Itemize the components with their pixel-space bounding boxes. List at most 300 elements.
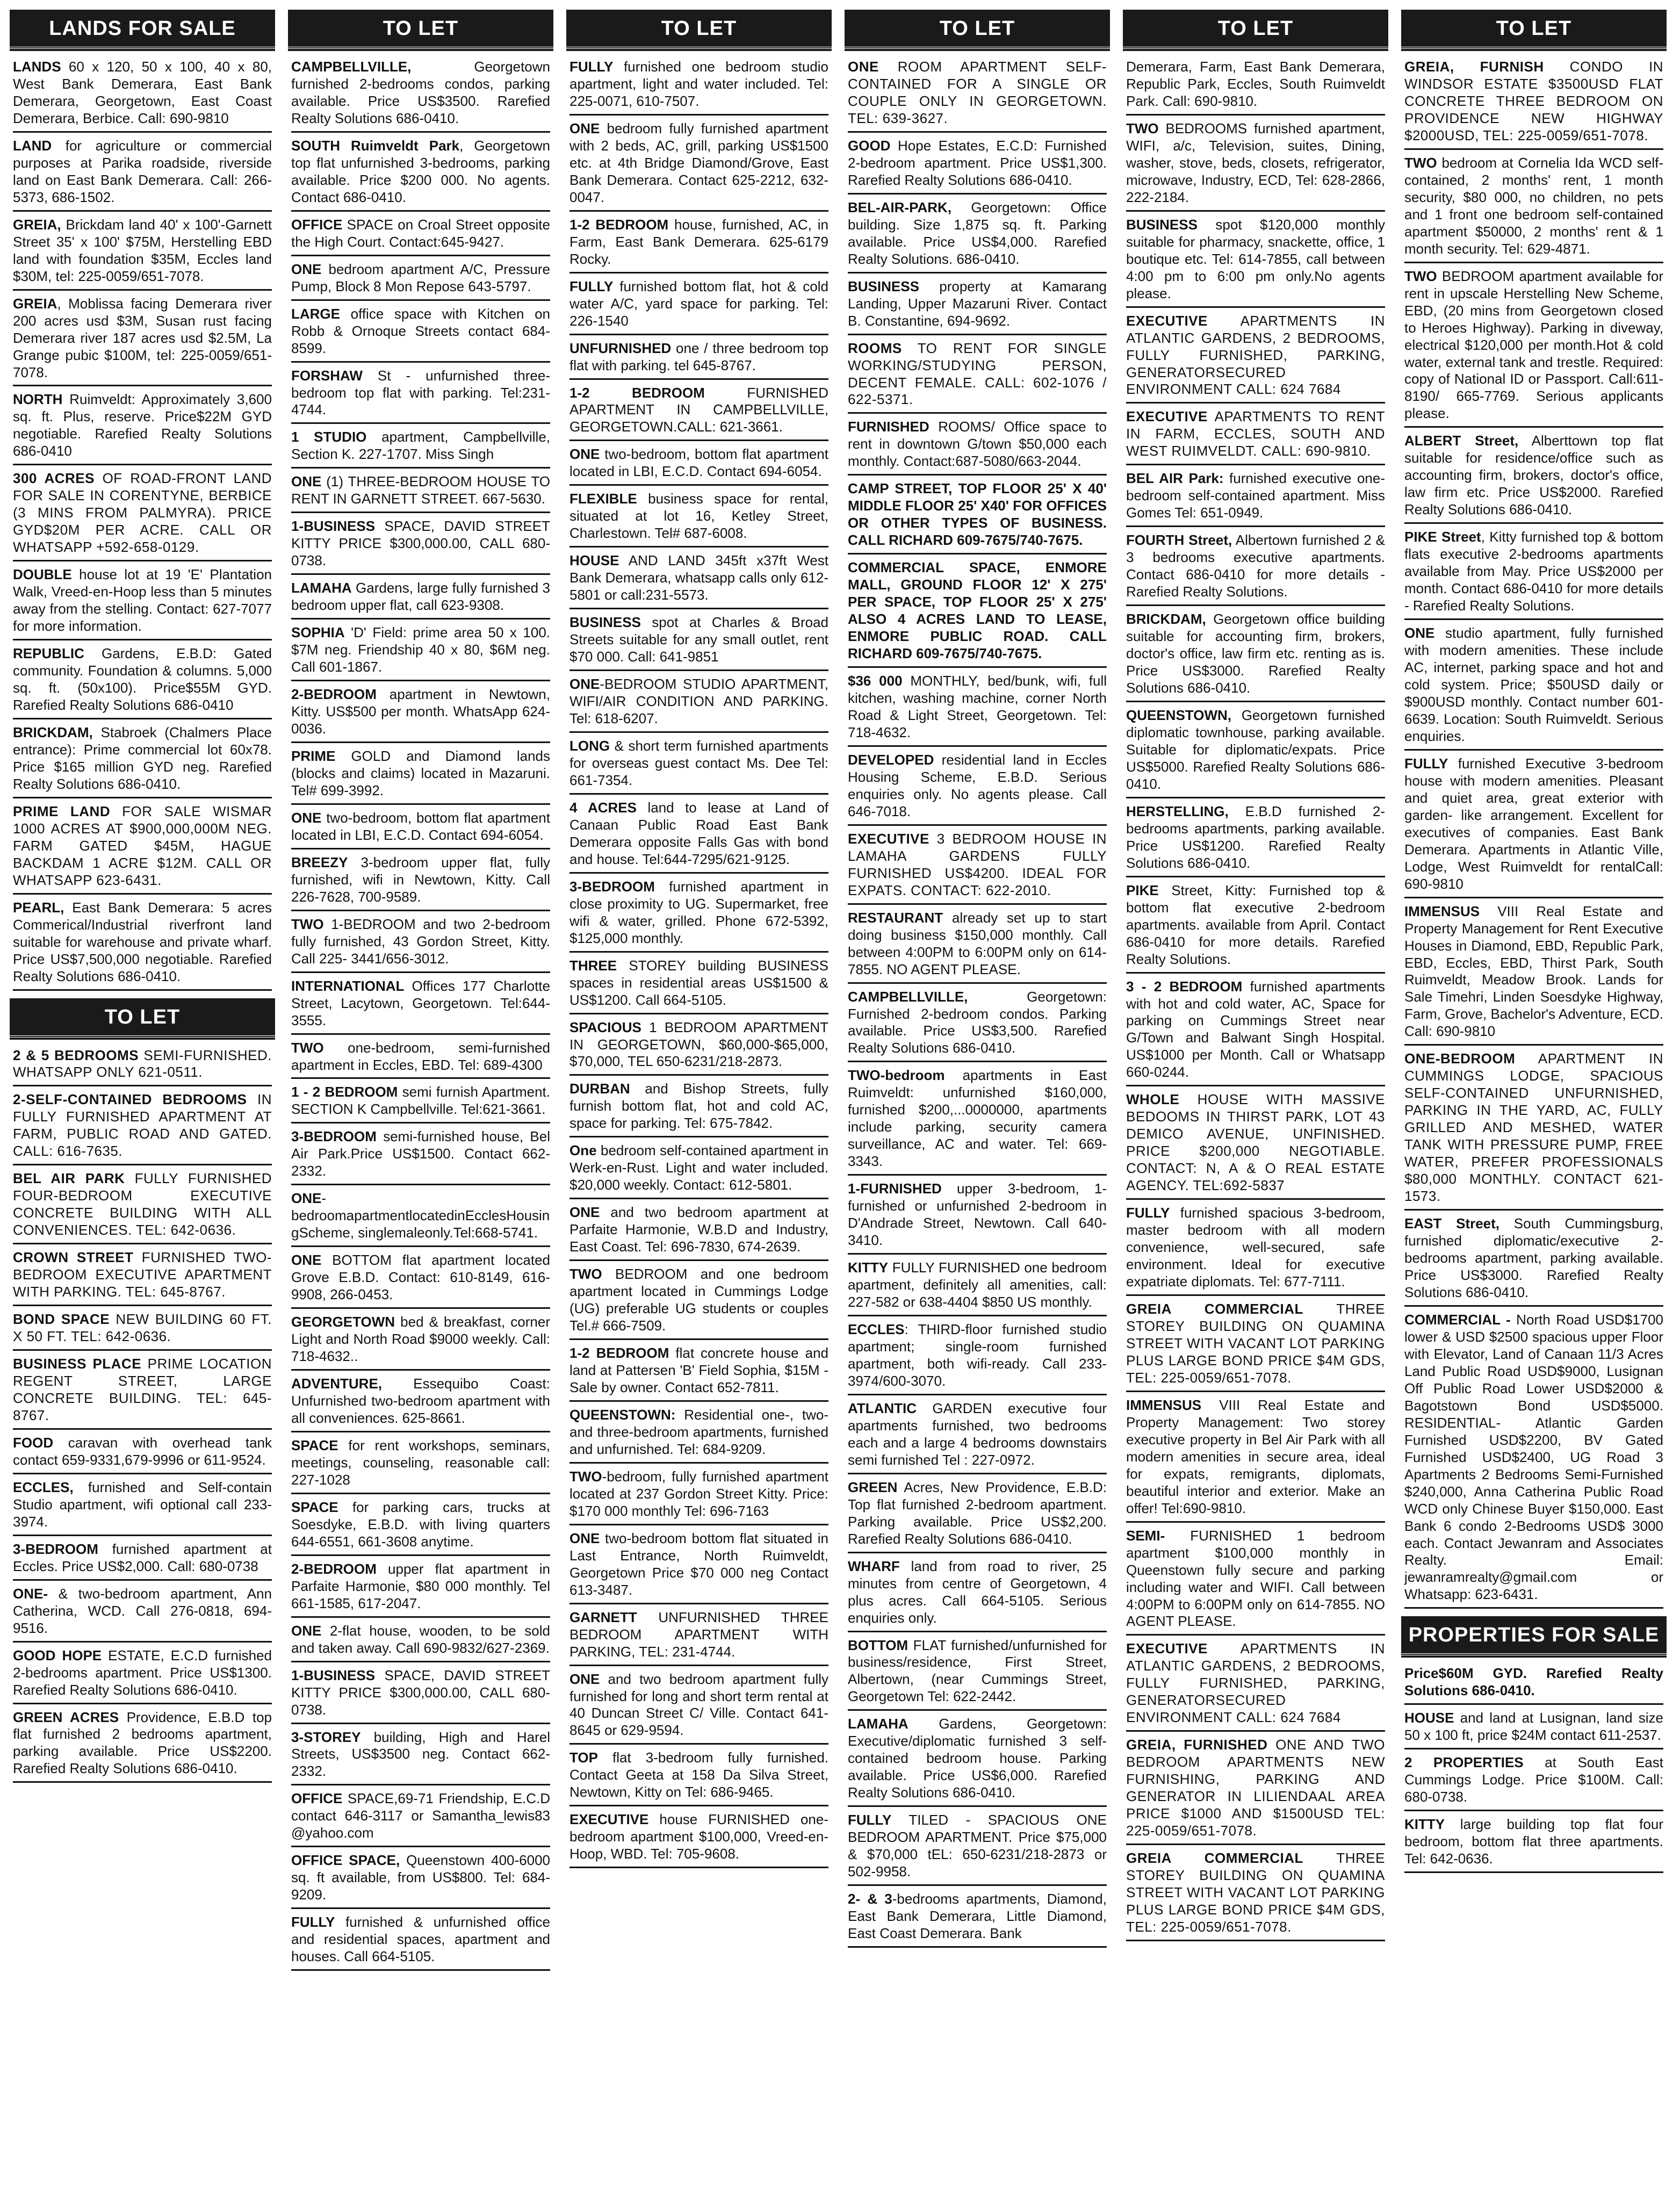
ad-lead-text: COMMERCIAL SPACE, ENMORE MALL, GROUND FLOOR 12' X 275' PER SPACE, TOP FLOOR 25' X 275' ALSO 4 ACRES LAND TO LEASE, ENMORE PUBLIC ROAD. CALL RICHARD 609-7675/740-7675. xyxy=(848,559,1107,662)
ad-lead-text: ROOMS xyxy=(848,340,902,356)
ad-body-text: and two bedroom apartment fully furnished for long and short term rental at 40 Duncan Street C/ Ville. Contact 641-8645 or 629-9594. xyxy=(569,1670,828,1739)
ad-lead-text: EAST Street, xyxy=(1404,1215,1500,1232)
ad-body-text: CONDO IN WINDSOR ESTATE $3500USD FLAT CONCRETE THREE BEDROOM ON PROVIDENCE NEW HIGHWAY $2000USD, TEL: 225-0059/651-7078. xyxy=(1404,59,1663,143)
classified-ad xyxy=(1126,976,1385,1087)
classified-ad xyxy=(1126,1299,1385,1392)
ad-lead-text: ONE xyxy=(848,59,879,75)
ad-body-text: HOUSE WITH MASSIVE BEDOOMS IN THIRST PARK, LOT 43 DEMICO AVENUE, UNFINISHED. PRICE $200,000 NEGOTIABLE. CONTACT: N, A & O REAL ESTATE AGENCY. TEL:692-5837 xyxy=(1126,1091,1385,1194)
ad-lead-text: FLEXIBLE xyxy=(569,491,637,507)
ad-lead-text: LAMAHA xyxy=(848,1716,909,1732)
classified-ad xyxy=(1404,1814,1663,1873)
classified-ad xyxy=(569,383,828,442)
ad-lead-text: GREIA COMMERCIAL xyxy=(1126,1850,1303,1867)
classified-ad xyxy=(569,1607,828,1666)
ad-lead-text: 1-2 BEDROOM xyxy=(569,1345,669,1362)
ad-body-text: FULLY FURNISHED one bedroom apartment, definitely all amenities, call: 227-582 or 638-4404 $850 US monthly. xyxy=(848,1259,1107,1310)
ad-lead-text: SEMI- xyxy=(1126,1527,1165,1544)
classified-ad xyxy=(291,1727,550,1786)
classified-ad xyxy=(848,338,1107,414)
classified-ad xyxy=(848,986,1107,1063)
classified-ad xyxy=(848,1810,1107,1886)
ad-lead-text: LAMAHA xyxy=(291,580,352,596)
ad-body-text: BEDROOMS furnished apartment, WIFI, a/c, Television, suites, Dining, washer, stove, beds, closets, refrigerator, microwave, Industry, ECD, Tel: 628-2866, 222-2184. xyxy=(1126,120,1385,205)
classified-ad xyxy=(569,1466,828,1525)
ad-lead-text: QUEENSTOWN, xyxy=(1126,707,1231,723)
ad-lead-text: 2 & 5 BEDROOMS xyxy=(13,1047,139,1063)
classified-ad xyxy=(13,135,272,212)
ad-body-text: St - unfurnished three-bedroom top flat with parking. Tel:231-4744. xyxy=(291,367,550,418)
ad-body-text: East Bank Demerara: 5 acres Commerical/Industrial riverfront land suitable for warehouse and private wharf. Price US$7,500,000 negotiable. Rarefied Realty Solutions 686-0410. xyxy=(13,899,272,984)
ad-body-text: flat concrete house and land at Pattersen 'B' Field Sophia, $15M - Sale by owner. Contact 652-7811. xyxy=(569,1345,828,1395)
ad-lead-text: EXECUTIVE xyxy=(848,830,929,847)
ad-lead-text: BUSINESS PLACE xyxy=(13,1356,142,1372)
ad-body-text: : THIRD-floor furnished studio apartment; single-room furnished apartment, both wifi-ready. Call 233-3974/600-3070. xyxy=(848,1321,1107,1389)
ad-body-text: FOR SALE WISMAR 1000 ACRES AT $900,000,000M NEG. FARM GATED $45M, HAGUE BACKDAM 1 ACRE $12M. CALL OR WHATSAPP 623-6431. xyxy=(13,803,272,888)
ad-body-text: upper flat apartment in Parfaite Harmonie, $80 000 monthly. Tel 661-1585, 617-2047. xyxy=(291,1560,550,1611)
ad-lead-text: NORTH xyxy=(13,391,63,408)
classified-ad xyxy=(291,135,550,212)
classified-ad xyxy=(13,214,272,291)
classified-ad xyxy=(569,1202,828,1261)
ad-body-text: upper 3-bedroom, 1-furnished or unfurnished 2-bedroom in D'Andrade Street, Newtown. Call 640-3410. xyxy=(848,1180,1107,1249)
classified-ad xyxy=(1126,609,1385,702)
classified-ad xyxy=(848,1178,1107,1255)
ad-body-text: apartments in East Ruimveldt: unfurnished $160,000, furnished $200,...0000000, apartments include parking, security camera surveillance, AC and water. Tel: 669-3343. xyxy=(848,1067,1107,1170)
classified-ad xyxy=(291,746,550,805)
ad-body-text: MONTHLY, bed/bunk, wifi, full kitchen, washing machine, corner North Road & Light Street, Georgetown. Tel: 718-4632. xyxy=(848,673,1107,740)
classified-ad xyxy=(848,1319,1107,1395)
ad-lead-text: 2 PROPERTIES xyxy=(1404,1754,1524,1771)
classified-ad xyxy=(848,908,1107,984)
ad-lead-text: FOOD xyxy=(13,1434,54,1451)
ad-lead-text: SPACE xyxy=(291,1499,338,1515)
ad-body-text: residential land in Eccles Housing Scheme, E.B.D. Serious enquiries only. No agents please. Call 646-7018. xyxy=(848,751,1107,819)
ad-lead-text: BOND SPACE xyxy=(13,1311,110,1328)
ad-lead-text: BOTTOM xyxy=(848,1637,909,1653)
ad-list xyxy=(1401,56,1667,1609)
ad-lead-text: GREIA, FURNISH xyxy=(1404,59,1544,75)
section-header-to-let: TO LET xyxy=(1123,10,1388,49)
ad-lead-text: FULLY xyxy=(569,278,614,294)
ad-lead-text: COMMERCIAL - xyxy=(1404,1311,1511,1328)
classified-ad xyxy=(13,1432,272,1474)
classified-ad xyxy=(848,276,1107,335)
ad-body-text: bed & breakfast, corner Light and North Road $9000 weekly. Call: 718-4632.. xyxy=(291,1314,550,1365)
classified-ad xyxy=(848,1556,1107,1632)
ad-lead-text: CAMPBELLVILLE, xyxy=(291,59,412,75)
ad-lead-text: WHOLE xyxy=(1126,1091,1180,1108)
ad-lead-text: LAND xyxy=(13,137,52,154)
ad-body-text: furnished & unfurnished office and residential spaces, apartment and houses. Call 664-5105. xyxy=(291,1914,550,1965)
classified-ad xyxy=(1126,705,1385,798)
ad-lead-text: SPACIOUS xyxy=(569,1019,641,1035)
ad-body-text: business space for rental, situated at lot 16, Ketley Street, Charlestown. Tel# 687-6008. xyxy=(569,491,828,542)
ad-body-text: Georgetown office building suitable for accounting firm, brokers, doctor's office, law firm etc. renting as is. Price US$3000. Rarefied Realty Solutions 686-0410. xyxy=(1126,611,1385,696)
ad-body-text: house FURNISHED one-bedroom apartment $100,000, Vreed-en-Hoop, WBD. Tel: 705-9608. xyxy=(569,1811,828,1862)
ad-body-text: caravan with overhead tank contact 659-9331,679-9996 or 611-9524. xyxy=(13,1434,272,1468)
classified-ad xyxy=(848,829,1107,905)
ad-lead-text: DURBAN xyxy=(569,1081,630,1097)
classified-ad xyxy=(13,1583,272,1643)
ad-lead-text: IMMENSUS xyxy=(1404,903,1480,919)
ad-lead-text: ONE xyxy=(291,1252,322,1269)
classified-ad xyxy=(291,852,550,911)
ad-lead-text: UNFURNISHED xyxy=(569,340,672,356)
ad-lead-text: FULLY xyxy=(291,1914,335,1931)
ad-body-text: Queenstown 400-6000 sq. ft available, from US$800. Tel: 684-9209. xyxy=(291,1852,550,1903)
classified-ad xyxy=(1404,1048,1663,1211)
ad-body-text: furnished bottom flat, hot & cold water A/C, yard space for parking. Tel: 226-1540 xyxy=(569,278,828,329)
classified-ad xyxy=(569,1669,828,1745)
classified-ad xyxy=(848,135,1107,195)
ad-lead-text: TWO xyxy=(1126,120,1159,136)
classified-ad xyxy=(291,1850,550,1909)
classified-ad xyxy=(13,468,272,561)
ad-body-text: Stabroek (Chalmers Place entrance): Prime commercial lot 60x78. Price $165 million GYD neg. Rarefied Realty Solutions 686-0410. xyxy=(13,724,272,792)
ad-lead-text: GREIA, FURNISHED xyxy=(1126,1737,1268,1753)
ad-body-text: already set up to start doing business $150,000 monthly. Call between 4:00PM to 6:00PM only on 614-7855. NO AGENT PLEASE. xyxy=(848,909,1107,977)
classified-ad xyxy=(13,1477,272,1536)
ad-body-text: FLAT furnished/unfurnished for business/residence, First Street, Albertown, (near Cummings Street, Georgetown Tel: 622-2442. xyxy=(848,1637,1107,1705)
ad-lead-text: ONE xyxy=(291,1622,322,1639)
classified-ad xyxy=(291,1435,550,1494)
ad-body-text: ROOMS/ Office space to rent in downtown G/town $50,000 each monthly. Contact:687-5080/663-2044. xyxy=(848,419,1107,470)
ad-body-text: furnished and Self-contain Studio apartment, wifi optional call 233-3974. xyxy=(13,1479,272,1530)
ad-body-text: house, furnished, AC, in Farm, East Bank Demerara. 625-6179 Rocky. xyxy=(569,216,828,267)
classified-ad xyxy=(13,1645,272,1704)
ad-lead-text: 1-2 BEDROOM xyxy=(569,216,669,233)
classified-ad xyxy=(1404,901,1663,1046)
ad-body-text: FURNISHED 1 bedroom apartment $100,000 monthly in Queenstown fully secure and parking including water and WIFI. Call between 4:00PM to 6:00PM only on 614-7855. NO AGENT PLEASE. xyxy=(1126,1527,1385,1630)
ad-lead-text: ADVENTURE, xyxy=(291,1375,383,1392)
ad-lead-text: GREEN xyxy=(848,1479,898,1495)
classified-ad xyxy=(291,914,550,973)
ad-body-text: NEW BUILDING 60 FT. X 50 FT. TEL: 642-0636. xyxy=(13,1311,272,1345)
classified-ad xyxy=(1126,1638,1385,1732)
classified-ad xyxy=(569,1078,828,1137)
ad-lead-text: CAMPBELLVILLE, xyxy=(848,988,968,1005)
classified-ad xyxy=(291,1373,550,1432)
classified-ad xyxy=(569,1343,828,1402)
ad-lead-text: 3-BEDROOM xyxy=(291,1128,377,1145)
ad-lead-text: WHARF xyxy=(848,1558,900,1574)
ad-body-text: FURNISHED APARTMENT IN CAMPBELLVILLE, GEORGETOWN.CALL: 621-3661. xyxy=(569,384,828,435)
ad-lead-text: ONE xyxy=(569,120,600,136)
ad-list xyxy=(1123,56,1388,1941)
ad-lead-text: 4 ACRES xyxy=(569,799,637,816)
classified-ad xyxy=(848,1257,1107,1316)
ad-lead-text: ONE xyxy=(291,473,322,490)
ad-body-text: 1-BEDROOM and two 2-bedroom fully furnished, 43 Gordon Street, Kitty. Call 225- 3441/656-3012. xyxy=(291,916,550,967)
ad-body-text: Demerara, Farm, East Bank Demerara, Republic Park, Eccles, South Ruimveldt Park. Call: 690-9810. xyxy=(1126,59,1385,109)
classified-ad xyxy=(569,118,828,212)
ad-body-text: IN FULLY FURNISHED APARTMENT AT FARM, PUBLIC ROAD AND GATED. CALL: 616-7635. xyxy=(13,1091,272,1159)
ad-body-text: furnished spacious 3-bedroom, master bedroom with all modern convenience, well-secured, safe environment. Ideal for executive expatriate diplomats. Tel: 677-7111. xyxy=(1126,1205,1385,1290)
ad-lead-text: 3-STOREY xyxy=(291,1729,361,1745)
ad-lead-text: 1-BUSINESS xyxy=(291,1667,376,1683)
ad-lead-text: ONE xyxy=(569,1204,600,1221)
ad-body-text: 1 BEDROOM APARTMENT IN GEORGETOWN, $60,000-$65,000, $70,000, TEL 650-6231/218-2873. xyxy=(569,1019,828,1070)
ad-lead-text: ONE-BEDROOM xyxy=(1404,1050,1516,1067)
ad-body-text: South Cummingsburg, furnished diplomatic/executive 2-bedrooms apartment, parking available. Price US$3000. Rarefied Realty Solutions 686-0410. xyxy=(1404,1215,1663,1300)
classified-ad xyxy=(291,1912,550,1971)
ad-body-text: large building top flat four bedroom, bottom flat three apartments. Tel: 642-0636. xyxy=(1404,1816,1663,1867)
ad-body-text: TO RENT FOR SINGLE WORKING/STUDYING PERSON, DECENT FEMALE. CALL: 602-1076 / 622-5371. xyxy=(848,340,1107,408)
classified-ad xyxy=(291,427,550,469)
ad-lead-text: OFFICE xyxy=(291,216,343,233)
ad-body-text: GOLD and Diamond lands (blocks and claims) located in Mazaruni. Tel# 699-3992. xyxy=(291,747,550,798)
ad-lead-text: DOUBLE xyxy=(13,566,72,583)
section-header-to-let: TO LET xyxy=(288,10,553,49)
classified-ad xyxy=(848,1889,1107,1948)
ad-lead-text: GOOD xyxy=(848,137,891,154)
classified-ad xyxy=(291,1497,550,1556)
ad-body-text: Essequibo Coast: Unfurnished two-bedroom apartment with all conveniences. 625-8661. xyxy=(291,1375,550,1426)
ad-body-text: & short term furnished apartments for overseas guest contact Ms. Dee Tel: 661-7354. xyxy=(569,737,828,788)
ad-list xyxy=(10,56,275,991)
classified-ad xyxy=(291,304,550,363)
ad-lead-text: THREE xyxy=(569,957,617,974)
ad-lead-text: QUEENSTOWN: xyxy=(569,1406,676,1423)
ad-lead-text: 2-BEDROOM xyxy=(291,1560,377,1577)
classified-ad xyxy=(1404,266,1663,428)
ad-lead-text: LARGE xyxy=(291,305,340,322)
classified-ad xyxy=(291,471,550,513)
ad-body-text: SPACE, DAVID STREET KITTY PRICE $300,000.00, CALL 680-0738. xyxy=(291,518,550,569)
ad-body-text: bedroom at Cornelia Ida WCD self-contained, 2 months' rent, 1 month security, $80 000, no children, no pets and 1 front one bedroom self-contained apartment $50000, 2 months' rent & 1 month security. Tel: 629-4871. xyxy=(1404,154,1663,257)
ad-lead-text: PIKE Street xyxy=(1404,529,1481,545)
classified-ad xyxy=(13,1247,272,1306)
ad-lead-text: FULLY xyxy=(1404,755,1448,772)
ad-lead-text: BRICKDAM, xyxy=(1126,611,1206,628)
ad-body-text: -BEDROOM STUDIO APARTMENT, WIFI/AIR CONDITION AND PARKING. Tel: 618-6207. xyxy=(569,676,828,726)
classified-ad xyxy=(1126,1202,1385,1296)
classified-ad xyxy=(848,557,1107,668)
ad-body-text: THREE STOREY BUILDING ON QUAMINA STREET WITH VACANT LOT PARKING PLUS LARGE BOND PRICE $4M GDS, TEL: 225-0059/651-7078. xyxy=(1126,1850,1385,1935)
column-3 xyxy=(566,10,832,2201)
classified-ad xyxy=(291,259,550,301)
ad-body-text: ESTATE, E.C.D furnished 2-bedrooms apartment. Price US$1300. Rarefied Realty Solutions 686-0410. xyxy=(13,1647,272,1698)
ad-body-text: VIII Real Estate and Property Management: Two storey executive property in Bel Air Park with all modern amenities in secure area, ideal for expats, remigrants, diplomats, beautiful interior and exterior. Make an offer! Tel:690-9810. xyxy=(1126,1396,1385,1516)
ad-body-text: E.B.D furnished 2-bedrooms apartments, parking available. Price US$1200. Rarefied Realty Solutions 686-0410. xyxy=(1126,803,1385,871)
ad-body-text: UNFURNISHED THREE BEDROOM APARTMENT WITH PARKING, TEL: 231-4744. xyxy=(569,1609,828,1660)
ad-lead-text: SOPHIA xyxy=(291,624,345,641)
classified-ad xyxy=(291,578,550,620)
ad-body-text: , Georgetown top flat unfurnished 3-bedrooms, parking available. Price $200 000. No agents. Contact 686-0410. xyxy=(291,137,550,205)
column-6 xyxy=(1401,10,1667,2201)
classified-ad xyxy=(1126,56,1385,116)
ad-body-text: Georgetown: Office building. Size 1,875 sq. ft. Parking available. Price US$4,000. Rarefied Realty Solutions. 686-0410. xyxy=(848,199,1107,267)
ad-body-text: house lot at 19 'E' Plantation Walk, Vreed-en-Hoop less than 5 minutes away from the stelling. Contact: 627-7077 for more information. xyxy=(13,566,272,635)
ad-body-text: SPACE on Croal Street opposite the High Court. Contact:645-9427. xyxy=(291,216,550,250)
classified-ad xyxy=(1404,56,1663,150)
classified-ad xyxy=(1404,430,1663,524)
ad-lead-text: LONG xyxy=(569,737,610,754)
ad-lead-text: EXECUTIVE xyxy=(1126,408,1208,425)
classifieds-page xyxy=(10,10,1670,2201)
ad-body-text: BEDROOM and one bedroom apartment located in Cummings Lodge (UG) preferable UG students or couples Tel.# 666-7509. xyxy=(569,1266,828,1334)
ad-body-text: Georgetown furnished 2-bedrooms condos, parking available. Price US$3500. Rarefied Realty Solutions 686-0410. xyxy=(291,59,550,126)
ad-body-text: and land at Lusignan, land size 50 x 100 ft, price $24M contact 611-2537. xyxy=(1404,1710,1663,1744)
ad-lead-text: HOUSE xyxy=(569,552,619,569)
ad-body-text: two-bedroom bottom flat situated in Last Entrance, North Ruimveldt, Georgetown Price $70 000 neg Contact 613-3487. xyxy=(569,1530,828,1598)
ad-lead-text: TWO xyxy=(1404,154,1437,171)
ad-lead-text: 300 ACRES xyxy=(13,470,95,487)
section-header-to-let: TO LET xyxy=(10,998,275,1038)
ad-body-text: Ruimveldt: Approximately 3,600 sq. ft. Plus, reserve. Price$22M GYD negotiable. Rarefied Realty Solutions 686-0410 xyxy=(13,391,272,459)
ad-body-text: apartment, Campbellville, Section K. 227-1707. Miss Singh xyxy=(291,429,550,463)
classified-ad xyxy=(569,444,828,486)
classified-ad xyxy=(569,1264,828,1340)
ad-lead-text: BRICKDAM, xyxy=(13,724,93,740)
classified-ad xyxy=(569,736,828,795)
classified-ad xyxy=(291,622,550,681)
ad-lead-text: 3-BEDROOM xyxy=(13,1540,98,1557)
ad-body-text: FULLY FURNISHED FOUR-BEDROOM EXECUTIVE CONCRETE BUILDING WITH ALL CONVENIENCES. TEL: 642-0636. xyxy=(13,1170,272,1238)
ad-body-text: building, High and Harel Streets, US$3500 neg. Contact 662-2332. xyxy=(291,1729,550,1780)
ad-body-text: ONE AND TWO BEDROOM APARTMENTS NEW FURNISHING, PARKING AND GENERATOR IN LILIENDAAL AREA PRICE $1000 AND $1500USD TEL: 225-0059/651-7078. xyxy=(1126,1737,1385,1839)
classified-ad xyxy=(1126,1089,1385,1200)
ad-body-text: Providence, E.B.D top flat furnished 2 bedrooms apartment, parking available. Price US$2200. Rarefied Realty Solutions 686-0410. xyxy=(13,1709,272,1777)
ad-lead-text: PRIME LAND xyxy=(13,803,111,819)
ad-lead-text: FULLY xyxy=(569,59,614,75)
ad-body-text: & two-bedroom apartment, Ann Catherina, WCD. Call 276-0818, 694-9516. xyxy=(13,1585,272,1636)
ad-lead-text: PRIME xyxy=(291,747,336,764)
ad-body-text: , Kitty furnished top & bottom flats executive 2-bedrooms apartments available from May. Price US$2000 per month. Contact 686-0410 for more details - Rarefied Realty Solutions. xyxy=(1404,529,1663,614)
classified-ad xyxy=(13,1539,272,1581)
ad-body-text: and two bedroom apartment at Parfaite Harmonie, W.B.D and Industry, East Coast. Tel: 696-7830, 674-2639. xyxy=(569,1204,828,1255)
classified-ad xyxy=(1404,1663,1663,1705)
ad-body-text: Offices 177 Charlotte Street, Lacytown, Georgetown. Tel:644-3555. xyxy=(291,977,550,1028)
ad-body-text: Alberttown top flat suitable for residence/office such as accounting firm, brokers, doctor's office, law firm etc. Price US$2000. Rarefied Realty Solutions 686-0410. xyxy=(1404,433,1664,518)
ad-body-text: SPACE,69-71 Friendship, E.C.D contact 646-3117 or Samantha_lewis83 @yahoo.com xyxy=(291,1790,550,1841)
classified-ad xyxy=(569,876,828,953)
classified-ad xyxy=(569,550,828,609)
ad-lead-text: 3-BEDROOM xyxy=(569,878,655,895)
classified-ad xyxy=(1126,118,1385,212)
ad-lead-text: EXECUTIVE xyxy=(1126,312,1208,329)
ad-lead-text: SOUTH Ruimveldt Park xyxy=(291,137,460,154)
ad-lead-text: CAMP STREET, TOP FLOOR 25' X 40' MIDDLE FLOOR 25' X40' FOR OFFICES OR OTHER TYPES OF BUSINESS. CALL RICHARD 609-7675/740-7675. xyxy=(848,480,1107,549)
classified-ad xyxy=(569,338,828,380)
ad-lead-text: ONE xyxy=(569,1530,600,1546)
classified-ad xyxy=(291,808,550,849)
ad-list xyxy=(288,56,553,1971)
classified-ad xyxy=(13,1168,272,1244)
classified-ad xyxy=(291,1082,550,1123)
ad-lead-text: FORSHAW xyxy=(291,367,363,384)
ad-lead-text: BREEZY xyxy=(291,854,348,870)
ad-lead-text: SPACE xyxy=(291,1437,338,1453)
ad-lead-text: GEORGETOWN xyxy=(291,1314,395,1330)
classified-ad xyxy=(569,1528,828,1604)
classified-ad xyxy=(13,801,272,895)
ad-lead-text: FULLY xyxy=(848,1812,892,1828)
classified-ad xyxy=(291,684,550,743)
ad-lead-text: BEL AIR PARK xyxy=(13,1170,125,1187)
ad-body-text: studio apartment, fully furnished with modern amenities. These include AC, internet, parking space and hot and cold system. Price; $50USD daily or $900USD monthly. Contact number 601-6639. Location: South Ruimveldt. Serious enquiries. xyxy=(1404,625,1663,744)
ad-body-text: Street, Kitty: Furnished top & bottom flat executive 2-bedroom apartments. available from April. Contact 686-0410 for more details. Rarefied Realty Solutions. xyxy=(1126,882,1385,967)
ad-list xyxy=(845,56,1110,1948)
ad-lead-text: ONE xyxy=(291,809,322,826)
ad-body-text: ROOM APARTMENT SELF-CONTAINED FOR A SINGLE OR COUPLE ONLY IN GEORGETOWN. TEL: 639-3627. xyxy=(848,59,1107,126)
classified-ad xyxy=(291,1312,550,1371)
ad-lead-text: 1 STUDIO xyxy=(291,429,367,445)
classified-ad xyxy=(291,56,550,133)
ad-list xyxy=(10,1045,275,1783)
column-2 xyxy=(288,10,553,2201)
ad-lead-text: GREIA COMMERCIAL xyxy=(1126,1301,1303,1317)
classified-ad xyxy=(291,1788,550,1847)
classified-ad xyxy=(291,1188,550,1247)
classified-ad xyxy=(848,197,1107,273)
ad-lead-text: EXECUTIVE xyxy=(569,1811,649,1828)
ad-lead-text: BEL-AIR-PARK, xyxy=(848,199,952,215)
ad-body-text: Gardens, Georgetown: Executive/diplomatic furnished 3 self-contained bedroom house. Parking available. Price US$6,000. Rarefied Realty Solutions 686-0410. xyxy=(848,1716,1107,1801)
ad-body-text: 3-bedroom upper flat, fully furnished, wifi in Newtown, Kitty. Call 226-7628, 700-9589. xyxy=(291,854,550,905)
classified-ad xyxy=(13,1089,272,1165)
ad-lead-text: BUSINESS xyxy=(848,278,919,294)
classified-ad xyxy=(1404,1752,1663,1811)
classified-ad xyxy=(291,1126,550,1185)
classified-ad xyxy=(569,674,828,733)
ad-body-text: -bedrooms apartments, Diamond, East Bank Demerara, Little Diamond, East Coast Demerara. Bank xyxy=(848,1891,1107,1942)
ad-lead-text: LANDS xyxy=(13,59,61,75)
ad-body-text: one-bedroom, semi-furnished apartment in Eccles, EBD. Tel: 689-4300 xyxy=(291,1039,550,1073)
classified-ad xyxy=(13,1707,272,1783)
classified-ad xyxy=(1404,1309,1663,1609)
ad-lead-text: TWO xyxy=(291,1039,324,1056)
ad-lead-text: ONE xyxy=(569,676,600,693)
classified-ad xyxy=(569,612,828,671)
classified-ad xyxy=(1126,530,1385,606)
ad-lead-text: CROWN STREET xyxy=(13,1249,134,1266)
ad-body-text: two-bedroom, bottom flat apartment located in LBI, E.C.D. Contact 694-6054. xyxy=(291,809,550,843)
ad-body-text: furnished apartment at Eccles. Price US$2,000. Call: 680-0738 xyxy=(13,1540,272,1574)
ad-lead-text: ONE- xyxy=(13,1585,48,1602)
ad-body-text: property at Kamarang Landing, Upper Mazaruni River. Contact B. Constantine, 694-9692. xyxy=(848,278,1107,329)
ad-body-text: -bedroom, fully furnished apartment located at 237 Gordon Street Kitty. Price: $170 000 monthly Tel: 696-7163 xyxy=(569,1468,828,1519)
ad-body-text: BEDROOM apartment available for rent in upscale Herstelling New Scheme, EBD, (20 mins from Georgetown closed to Heroes Highway). Parking in diveway, electrical $120,000 per month.Hot & cold water, external tank and trestle. Required: copy of National ID or Passport. Call:611-8190/ 665-7769. Serious applicants please. xyxy=(1404,268,1663,422)
ad-lead-text: TWO xyxy=(291,916,324,932)
ad-lead-text: KITTY xyxy=(848,1259,889,1276)
ad-lead-text: REPUBLIC xyxy=(13,645,84,662)
ad-body-text: spot $120,000 monthly suitable for pharmacy, snackette, office, 1 boutique etc. Tel: 614-7855, call between 4:00 pm to 6:00 pm only.No agents please. xyxy=(1126,216,1385,301)
ad-body-text: furnished apartments with hot and cold water, AC, Space for parking on Cummings Street near G/Town and Balwant Singh Hospital. US$1000 per Month. Call or Whatsapp 660-0244. xyxy=(1126,978,1385,1081)
column-1 xyxy=(10,10,275,2201)
ad-body-text: North Road USD$1700 lower & USD $2500 spacious upper Floor with Elevator, Land of Canaan 11/3 Acres Land Public Road USD$9000, Lusignan Off Public Road Lower USD$2000 & Bagotstown Bond USD$5000. RESIDENTIAL- Atlantic Garden Furnished USD$2200, BV Gated Furnished USD$2400, UG Road 3 Apartments 2 Bedrooms Semi-Furnished $240,000, Anna Catherina Public Road WCD only Chinese Buyer $150,000. East Bank 6 condo 2-Bedrooms USD$ 3000 each. Contact Jewanram and Associates Realty. Email: jewanramrealty@gmail.com or Whatsapp: 623-6431. xyxy=(1404,1311,1663,1603)
ad-lead-text: $36 000 xyxy=(848,673,903,689)
ad-body-text: 'D' Field: prime area 50 x 100. $7M neg. Friendship 40 x 80, $6M neg. Call 601-1867. xyxy=(291,624,550,675)
ad-body-text: GARDEN executive four apartments furnished, two bedrooms each and a large 4 bedrooms downstairs semi furnished Tel : 227-0972. xyxy=(848,1400,1107,1468)
ad-body-text: furnished executive one-bedroom self-contained apartment. Miss Gomes Tel: 651-0949. xyxy=(1126,470,1386,521)
ad-body-text: Brickdam land 40' x 100'-Garnett Street 35' x 100' $75M, Herstelling EBD land with foundation $35M, Eccles land $30M, tel: 225-0059/651-7078. xyxy=(13,216,272,284)
ad-body-text: at South East Cummings Lodge. Price $100M. Call: 680-0738. xyxy=(1404,1754,1663,1805)
classified-ad xyxy=(569,1747,828,1806)
column-4 xyxy=(845,10,1110,2201)
ad-body-text: AND LAND 345ft x37ft West Bank Demerara, whatsapp calls only 612-5801 or call:231-5573. xyxy=(569,552,828,603)
ad-lead-text: BUSINESS xyxy=(569,614,641,631)
classified-ad xyxy=(848,416,1107,476)
ad-lead-text: FOURTH Street, xyxy=(1126,532,1232,549)
classified-ad xyxy=(848,750,1107,826)
ad-lead-text: ECCLES xyxy=(848,1321,905,1337)
classified-ad xyxy=(569,955,828,1014)
ad-body-text: semi furnish Apartment. SECTION K Campbellville. Tel:621-3661. xyxy=(291,1084,550,1118)
ad-body-text: and Bishop Streets, fully furnish bottom flat, hot and cold AC, space for parking. Tel: 675-7842. xyxy=(569,1081,828,1132)
classified-ad xyxy=(569,1017,828,1076)
ad-lead-text: Price$60M GYD. Rarefied Realty Solutions 686-0410. xyxy=(1404,1665,1663,1699)
